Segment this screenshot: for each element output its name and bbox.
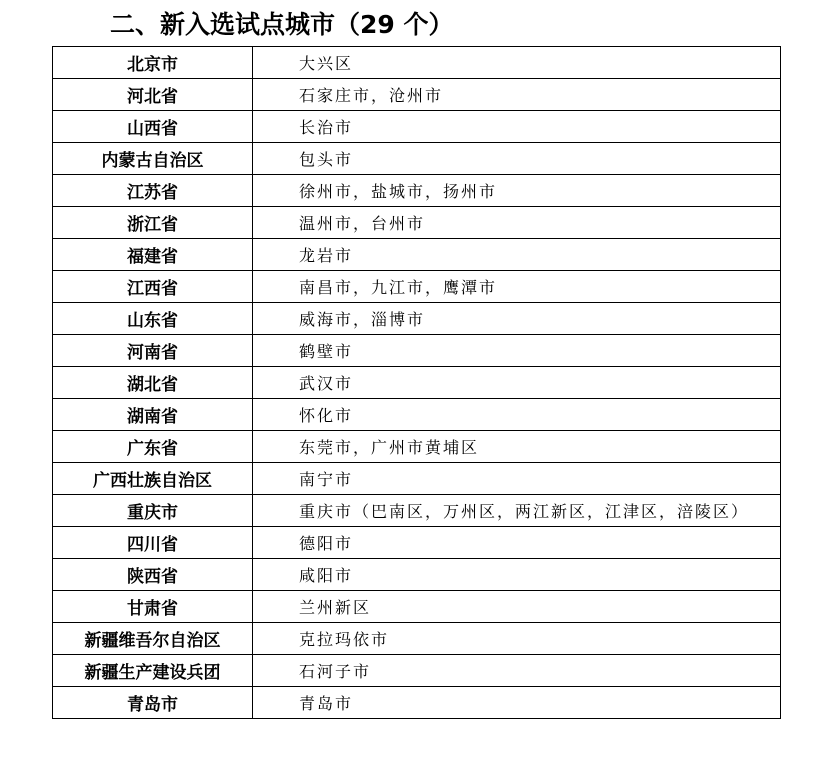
cities-cell: 石家庄市，沧州市 [253, 79, 781, 111]
table-row [53, 303, 781, 335]
province-cell: 广西壮族自治区 [53, 463, 253, 495]
table-row [53, 559, 781, 591]
table-row [53, 623, 781, 655]
cities-cell: 石河子市 [253, 655, 781, 687]
province-cell: 新疆生产建设兵团 [53, 655, 253, 687]
province-cell: 福建省 [53, 239, 253, 271]
province-cell: 山东省 [53, 303, 253, 335]
province-cell: 广东省 [53, 431, 253, 463]
province-cell: 江苏省 [53, 175, 253, 207]
cities-cell: 包头市 [253, 143, 781, 175]
table-row [53, 687, 781, 719]
cities-cell: 威海市，淄博市 [253, 303, 781, 335]
cities-cell: 温州市，台州市 [253, 207, 781, 239]
table-row [53, 143, 781, 175]
cities-cell: 东莞市，广州市黄埔区 [253, 431, 781, 463]
province-cell: 新疆维吾尔自治区 [53, 623, 253, 655]
cities-cell: 武汉市 [253, 367, 781, 399]
table-row [53, 111, 781, 143]
province-cell: 重庆市 [53, 495, 253, 527]
table-body [53, 47, 781, 719]
cities-cell: 龙岩市 [253, 239, 781, 271]
province-cell: 四川省 [53, 527, 253, 559]
table-row [53, 47, 781, 79]
cities-cell: 兰州新区 [253, 591, 781, 623]
province-cell: 浙江省 [53, 207, 253, 239]
table-row [53, 239, 781, 271]
table-row [53, 591, 781, 623]
table-row [53, 527, 781, 559]
section-heading: 二、新入选试点城市（29 个） [110, 10, 454, 39]
province-cell: 湖南省 [53, 399, 253, 431]
province-cell: 河南省 [53, 335, 253, 367]
table-row [53, 271, 781, 303]
cities-cell: 重庆市（巴南区，万州区，两江新区，江津区，涪陵区） [253, 495, 781, 527]
cities-cell: 鹤壁市 [253, 335, 781, 367]
table-row [53, 399, 781, 431]
cities-cell: 南宁市 [253, 463, 781, 495]
table-row [53, 655, 781, 687]
cities-cell: 怀化市 [253, 399, 781, 431]
table-row [53, 175, 781, 207]
province-cell: 内蒙古自治区 [53, 143, 253, 175]
province-cell: 甘肃省 [53, 591, 253, 623]
cities-cell: 青岛市 [253, 687, 781, 719]
cities-cell: 德阳市 [253, 527, 781, 559]
cities-cell: 徐州市，盐城市，扬州市 [253, 175, 781, 207]
province-cell: 陕西省 [53, 559, 253, 591]
table-row [53, 79, 781, 111]
cities-cell: 南昌市，九江市，鹰潭市 [253, 271, 781, 303]
table-row [53, 431, 781, 463]
province-cell: 河北省 [53, 79, 253, 111]
table-row [53, 495, 781, 527]
province-cell: 江西省 [53, 271, 253, 303]
pilot-city-table [52, 46, 781, 719]
cities-cell: 长治市 [253, 111, 781, 143]
table-row [53, 335, 781, 367]
table-row [53, 367, 781, 399]
table-row [53, 463, 781, 495]
cities-cell: 克拉玛依市 [253, 623, 781, 655]
province-cell: 湖北省 [53, 367, 253, 399]
province-cell: 北京市 [53, 47, 253, 79]
table-row [53, 207, 781, 239]
province-cell: 青岛市 [53, 687, 253, 719]
cities-cell: 大兴区 [253, 47, 781, 79]
province-cell: 山西省 [53, 111, 253, 143]
cities-cell: 咸阳市 [253, 559, 781, 591]
